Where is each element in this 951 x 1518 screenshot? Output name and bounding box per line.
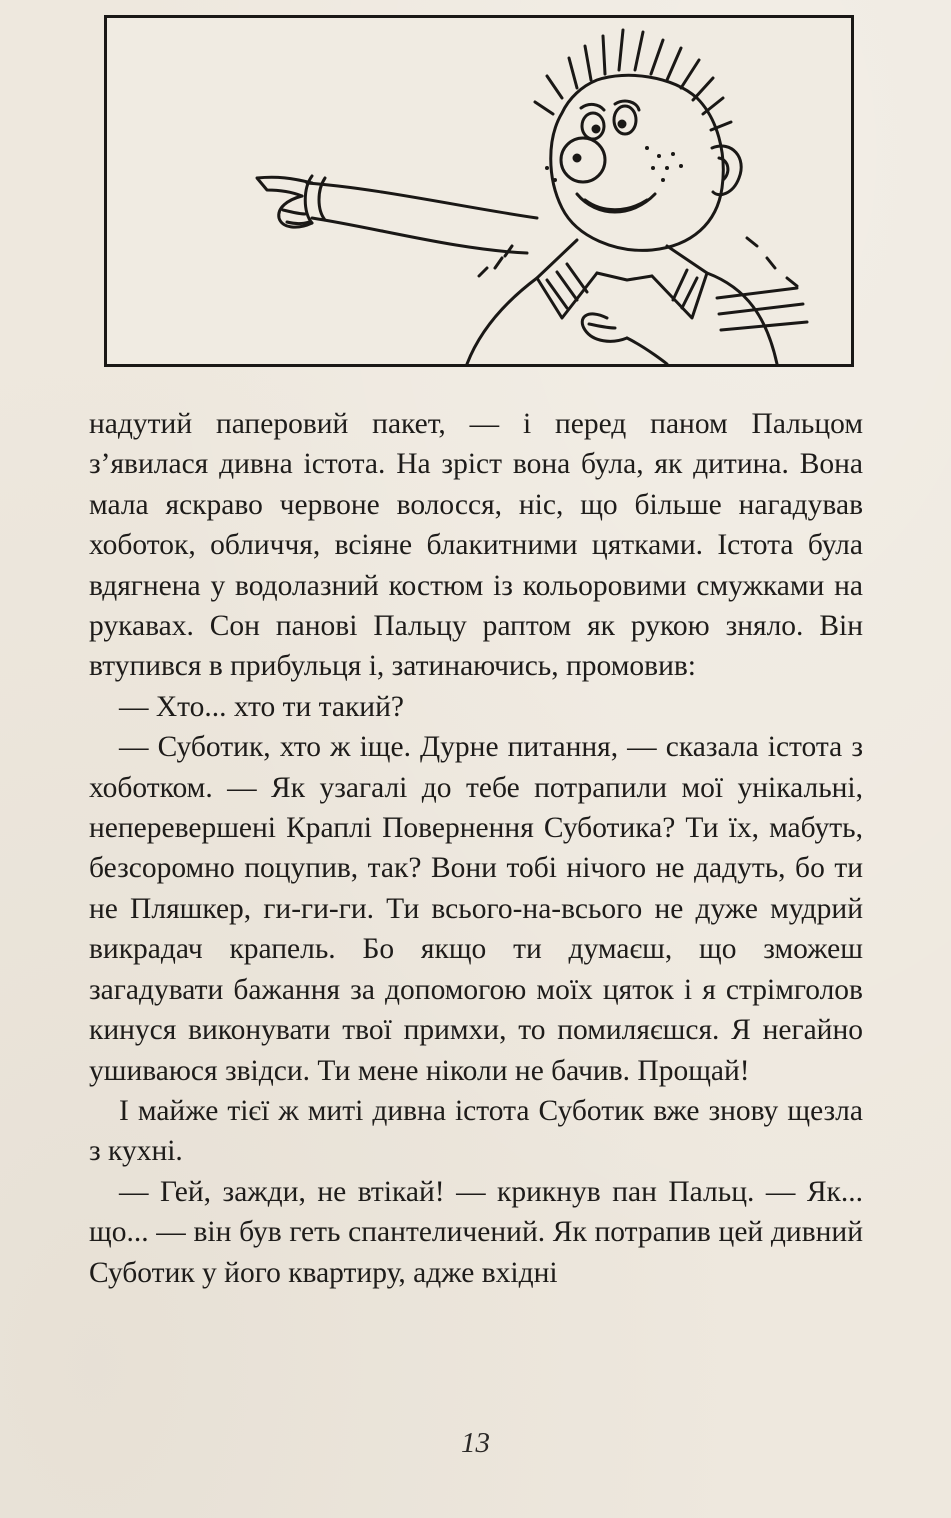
paragraph: — Гей, зажди, не втікай! — крикнув пан Пальц. — Як... що... — він був геть спантеличений. Як потрапив цей дивний Суботик у його квартиру, адже вхідні (89, 1175, 863, 1289)
body-text (89, 404, 863, 1293)
illustration-frame (104, 15, 854, 367)
page-number: 13 (461, 1427, 490, 1459)
paragraph: І майже тієї ж миті дивна істота Суботик вже знову щезла з кухні. (89, 1094, 863, 1168)
paragraph: — Суботик, хто ж іще. Дурне питання, — сказала істота з хоботком. — Як узагалі до тебе потрапили мої унікальні, неперевершені Краплі Повернення Суботика? Ти їх, мабуть, безсоромно поцупив, так? Вони тобі нічого не дадуть, бо ти не Пляшкер, ги-ги-ги. Ти всього-на-всього не дуже мудрий викрадач крапель. Бо якщо ти думаєш, що зможеш загадувати бажання за допомогою моїх цяток і я стрімголов кинуся виконувати твої примхи, то помиляєшся. Я негайно ушиваюся звідси. Ти мене ніколи не бачив. Прощай! (89, 731, 863, 1087)
boy-pointing-illustration (107, 18, 851, 364)
paragraph: — Хто... хто ти такий? (119, 690, 404, 723)
paragraph: надутий паперовий пакет, — і перед паном Пальцом з’явилася дивна істота. На зріст вона була, як дитина. Вона мала яскраво червоне волосся, ніс, що більше нагадував хоботок, обличчя, всіяне блакитними цятками. Істота була вдягнена у водолазний костюм із кольоровими смужками на рукавах. Сон панові Пальцу раптом як рукою зняло. Він втупився в прибульця і, затинаючись, промовив: (89, 408, 863, 683)
